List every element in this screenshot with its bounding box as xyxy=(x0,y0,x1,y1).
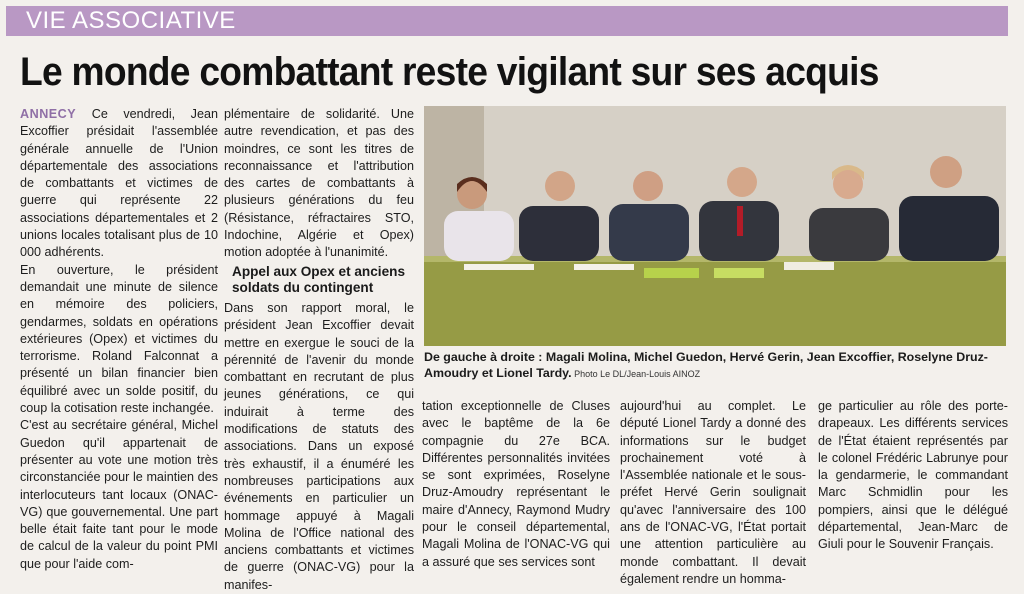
subheading: Appel aux Opex et anciens soldats du contingent xyxy=(232,264,406,295)
lead-paragraph: Ce vendredi, Jean Excoffier présidait l'assemblée générale annuelle de l'Union départementale des associations de combattants et victimes de guerre qui représente 22 associations départementales et 2 unions locales totalisant plus de 10 000 adhérents. xyxy=(20,107,218,260)
paragraph: ge particulier au rôle des porte-drapeaux. Les différents services de l'État étaient représentés par le colonel Frédéric Labrunye pour la gendarmerie, le commandant Marc Schmidlin pour les pompiers, ainsi que le délégué départemental, Jean-Marc de Giuli pour le Souvenir Français. xyxy=(818,399,1008,552)
meeting-photo-illustration xyxy=(424,106,1006,346)
paragraph: aujourd'hui au complet. Le député Lionel Tardy a donné des informations sur le budget prochainement voté à l'Assemblée nationale et le sous-préfet Hervé Gerin soulignait qu'avec l'anniversaire des 100 ans de l'ONAC-VG, l'État portait une attention particulière au monde combattant. Il devait également rendre un homma- xyxy=(620,399,806,586)
section-label: VIE ASSOCIATIVE xyxy=(26,7,236,34)
paragraph: tation exceptionnelle de Cluses avec le baptême de la 6e compagnie du 27e BCA. Différentes personnalités invitées se sont exprimées, Roselyne Druz-Amoudry représentant le maire d'Annecy, Raymond Mudry pour le conseil départemental, Magali Molina de l'ONAC-VG qui a assuré que ses services sont xyxy=(422,399,610,569)
photo-credit: Photo Le DL/Jean-Louis AINOZ xyxy=(571,368,701,379)
headline: Le monde combattant reste vigilant sur ses acquis xyxy=(20,50,879,94)
article-column-3 xyxy=(422,398,610,571)
photo xyxy=(424,106,1006,346)
paragraph: C'est au secrétaire général, Michel Guedon qu'il appartenait de présenter au vote une motion très circonstanciée pour le maintien des interlocuteurs tant locaux (ONAC-VG) que gouvernemental. Une part belle était faite tant pour le mode de calcul de la valeur du point PMI que pour l'aide com- xyxy=(20,418,218,571)
section-banner xyxy=(6,6,1008,36)
article-column-2b xyxy=(224,300,414,594)
caption-text: De gauche à droite : Magali Molina, Michel Guedon, Hervé Gerin, Jean Excoffier, Roselyne Druz-Amoudry et Lionel Tardy. xyxy=(424,350,988,380)
article-column-5 xyxy=(818,398,1008,554)
photo-caption xyxy=(424,350,1008,382)
paragraph: Dans son rapport moral, le président Jean Excoffier devait mettre en exergue le souci de la pérennité de l'avenir du monde combattant en recrutant de plus jeunes générations, ce qui induirait à terme des modifications de statuts des associations. Dans un exposé très exhaustif, il a énuméré les nombreuses participations aux événements en particulier un hommage appuyé à Magali Molina de l'Office national des anciens combattants et victimes de guerre (ONAC-VG) pour la manifes- xyxy=(224,301,414,592)
article-column-2 xyxy=(224,106,414,262)
paragraph: En ouverture, le président demandait une minute de silence en mémoire des policiers, gendarmes, soldats en opérations extérieures (Opex) et victimes du terrorisme. Roland Falconnat a présenté un bilan financier bien équilibré avec un solde positif, du coup la cotisation reste inchangée. xyxy=(20,262,218,416)
paragraph: plémentaire de solidarité. Une autre revendication, et pas des moindres, ce sont les titres de reconnaissance et l'attribution des cartes de combattants à plusieurs générations du feu (Résistance, réfractaires STO, Indochine, Algérie et Opex) motion adoptée à l'unanimité. xyxy=(224,107,414,260)
article-column-4 xyxy=(620,398,806,588)
article-column-1 xyxy=(20,106,218,573)
dateline: ANNECY xyxy=(20,107,77,121)
